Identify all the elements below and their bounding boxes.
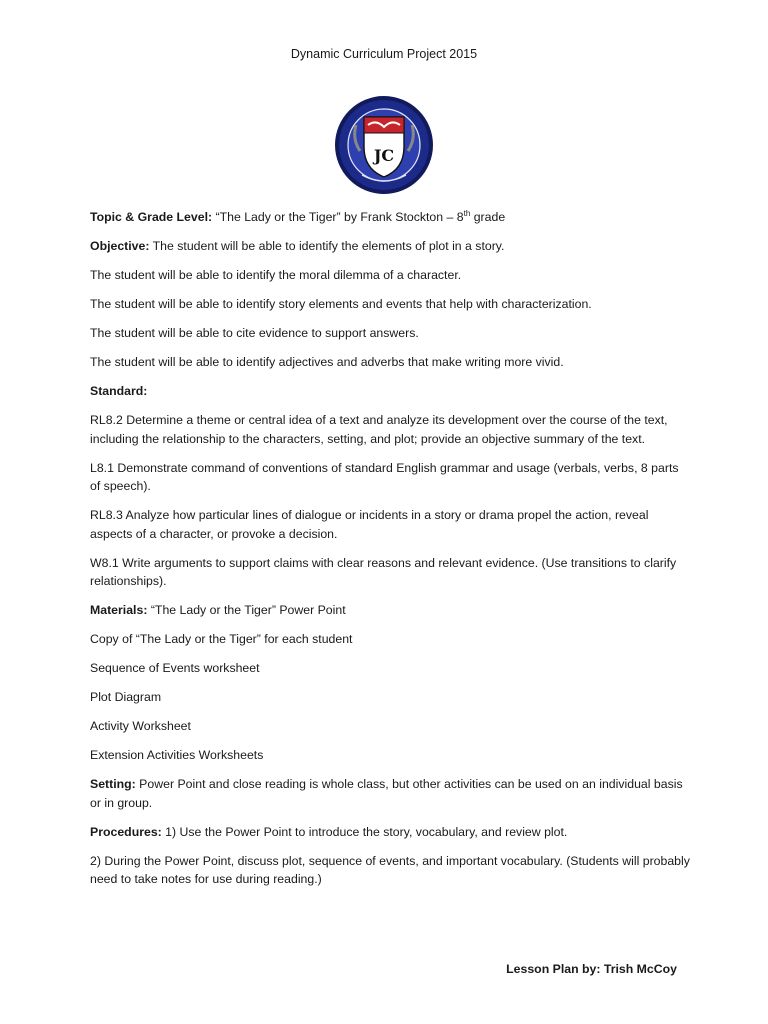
objective-item: The student will be able to identify adjectives and adverbs that make writing more vivid. [90, 355, 564, 369]
seal-letters: JC [373, 146, 395, 165]
setting-line [90, 775, 690, 812]
procedures-line [90, 823, 690, 842]
topic-text: “The Lady or the Tiger” by Frank Stockton – 8 [215, 210, 464, 224]
topic-suffix: grade [470, 210, 506, 224]
standard-item: W8.1 Write arguments to support claims with clear reasons and relevant evidence. (Use transitions to clarify relationships). [90, 555, 677, 588]
lesson-plan-body [90, 208, 690, 899]
objective-label: Objective: [90, 239, 150, 253]
topic-label: Topic & Grade Level: [90, 210, 213, 224]
materials-item: Extension Activities Worksheets [90, 748, 264, 762]
materials-label: Materials: [90, 603, 148, 617]
procedures-text: 1) Use the Power Point to introduce the story, vocabulary, and review plot. [161, 824, 568, 839]
objective-item: The student will be able to identify the moral dilemma of a character. [90, 268, 462, 282]
standard-heading: Standard: [90, 384, 148, 398]
objective-item: The student will be able to identify story elements and events that help with characterization. [90, 297, 592, 311]
setting-text: Power Point and close reading is whole class, but other activities can be used on an individual basis or in group. [90, 777, 683, 810]
standard-item: RL8.3 Analyze how particular lines of dialogue or incidents in a story or drama propel the action, reveal aspects of a character, or provoke a decision. [90, 508, 649, 541]
procedure-step-2: 2) During the Power Point, discuss plot, sequence of events, and important vocabulary. (Students will probably need to take notes for use during reading.) [90, 853, 690, 886]
topic-sup: th [463, 208, 471, 218]
materials-item: Plot Diagram [90, 690, 162, 704]
standard-item: L8.1 Demonstrate command of conventions of standard English grammar and usage (verbals, verbs, 8 parts of speech). [90, 460, 679, 493]
materials-line [90, 601, 690, 620]
footer-author: Lesson Plan by: Trish McCoy [506, 962, 677, 976]
materials-item: Sequence of Events worksheet [90, 661, 260, 675]
setting-label: Setting: [90, 777, 136, 791]
objective-text: The student will be able to identify the elements of plot in a story. [149, 239, 505, 253]
topic-line [90, 208, 690, 227]
materials-item: Activity Worksheet [90, 719, 191, 733]
objective-line [90, 237, 690, 256]
procedures-label: Procedures: [90, 824, 162, 839]
standard-item: RL8.2 Determine a theme or central idea of a text and analyze its development over the course of the text, including the relationship to the characters, setting, and plot; provide an objective summary of the text. [90, 413, 668, 446]
materials-item: Copy of “The Lady or the Tiger” for each student [90, 632, 353, 646]
page-title: Dynamic Curriculum Project 2015 [290, 47, 478, 61]
school-seal-logo [334, 95, 434, 195]
materials-text: “The Lady or the Tiger” Power Point [147, 603, 346, 617]
objective-item: The student will be able to cite evidence to support answers. [90, 326, 419, 340]
